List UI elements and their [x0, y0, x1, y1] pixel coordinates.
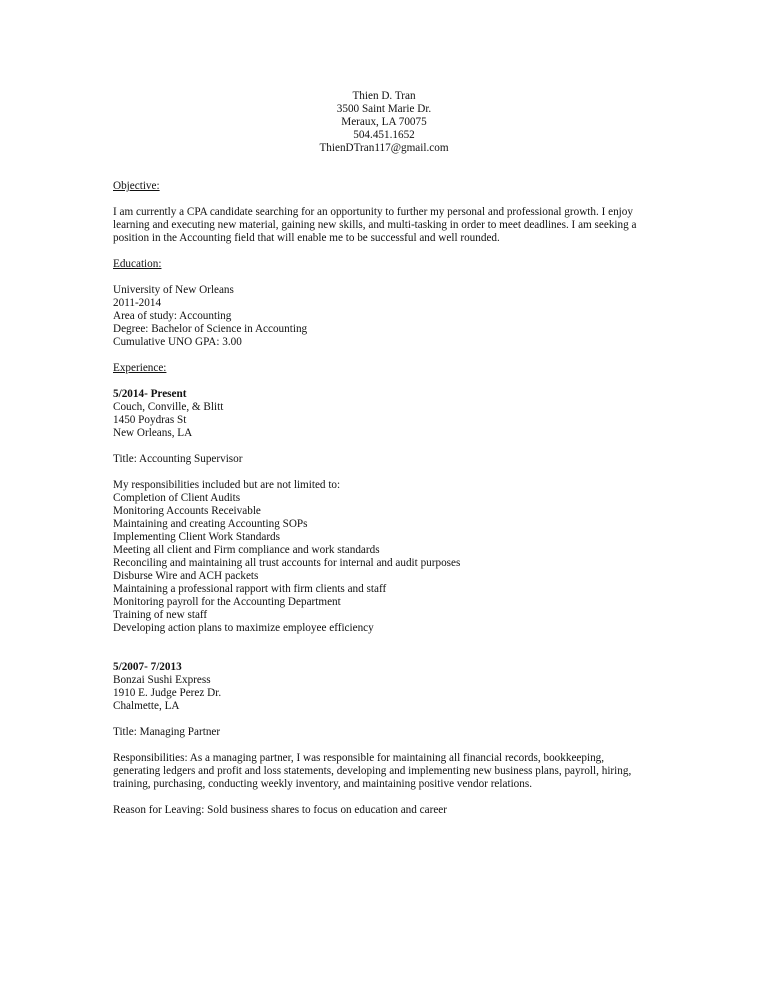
duty-item: Maintaining and creating Accounting SOPs	[113, 518, 308, 530]
job-company: Couch, Conville, & Blitt	[113, 401, 224, 413]
gpa: Cumulative UNO GPA: 3.00	[113, 336, 242, 348]
responsibilities-line: Responsibilities: As a managing partner, I was responsible for maintaining all financial records, bookkeeping,	[113, 752, 605, 764]
degree: Degree: Bachelor of Science in Accounting	[113, 323, 308, 335]
duty-item: Disburse Wire and ACH packets	[113, 570, 259, 582]
street-address: 3500 Saint Marie Dr.	[336, 103, 432, 115]
objective-heading: Objective:	[113, 180, 160, 192]
job-city: New Orleans, LA	[113, 427, 193, 439]
resume-body	[113, 180, 653, 817]
duty-item: Completion of Client Audits	[113, 492, 241, 504]
duty-item: Maintaining a professional rapport with firm clients and staff	[113, 583, 387, 595]
objective-text	[113, 206, 653, 245]
school-years: 2011-2014	[113, 297, 162, 309]
responsibilities-line: generating ledgers and profit and loss statements, developing and implementing new business plans, payroll, hiring,	[113, 765, 632, 777]
area-of-study: Area of study: Accounting	[113, 310, 232, 322]
education-heading: Education:	[113, 258, 162, 270]
email-address: ThienDTran117@gmail.com	[319, 142, 449, 154]
duty-item: Monitoring payroll for the Accounting Department	[113, 596, 341, 608]
job-street: 1910 E. Judge Perez Dr.	[113, 687, 222, 699]
reason-for-leaving: Reason for Leaving: Sold business shares to focus on education and career	[113, 804, 447, 816]
objective-line: learning and executing new material, gaining new skills, and multi-tasking in order to meet deadlines. I am seeking a	[113, 219, 637, 231]
contact-header	[0, 90, 768, 155]
job-title: Title: Managing Partner	[113, 726, 221, 738]
duty-item: Monitoring Accounts Receivable	[113, 505, 261, 517]
job-dates: 5/2014- Present	[113, 388, 187, 400]
duties-intro: My responsibilities included but are not limited to:	[113, 479, 341, 491]
job-city: Chalmette, LA	[113, 700, 180, 712]
duty-item: Meeting all client and Firm compliance and work standards	[113, 544, 380, 556]
job-entry-2	[113, 661, 653, 817]
job-title: Title: Accounting Supervisor	[113, 453, 243, 465]
duty-item: Reconciling and maintaining all trust accounts for internal and audit purposes	[113, 557, 461, 569]
job-company: Bonzai Sushi Express	[113, 674, 211, 686]
city-state-zip: Meraux, LA 70075	[341, 116, 427, 128]
duty-item: Training of new staff	[113, 609, 208, 621]
duty-item: Implementing Client Work Standards	[113, 531, 280, 543]
responsibilities-line: training, purchasing, conducting weekly inventory, and maintaining positive vendor relations.	[113, 778, 533, 790]
objective-line: I am currently a CPA candidate searching for an opportunity to further my personal and professional growth. I enjoy	[113, 206, 633, 218]
school-name: University of New Orleans	[113, 284, 234, 296]
job-entry-1	[113, 388, 653, 635]
education-details	[113, 284, 653, 349]
phone-number: 504.451.1652	[353, 129, 415, 141]
experience-heading: Experience:	[113, 362, 167, 374]
job-street: 1450 Poydras St	[113, 414, 187, 426]
applicant-name: Thien D. Tran	[352, 90, 416, 102]
objective-line: position in the Accounting field that will enable me to be successful and well rounded.	[113, 232, 500, 244]
job-dates: 5/2007- 7/2013	[113, 661, 182, 673]
duty-item: Developing action plans to maximize employee efficiency	[113, 622, 374, 634]
